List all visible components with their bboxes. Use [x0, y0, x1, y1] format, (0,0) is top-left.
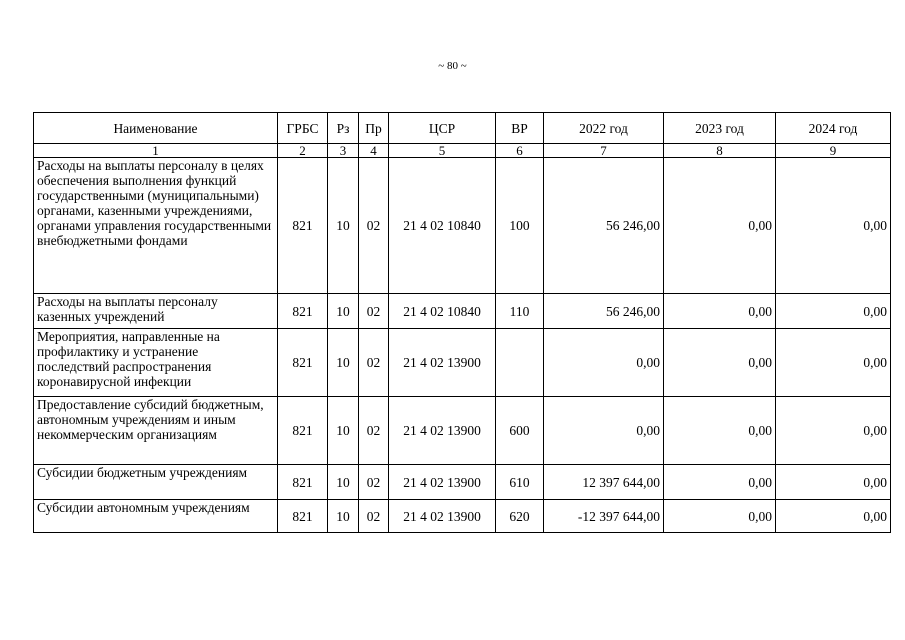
row-2023: 0,00 [664, 465, 776, 500]
row-2022: -12 397 644,00 [544, 500, 664, 533]
column-index: 8 [664, 144, 776, 158]
row-csr: 21 4 02 10840 [389, 158, 496, 294]
row-2023: 0,00 [664, 500, 776, 533]
row-csr: 21 4 02 13900 [389, 397, 496, 465]
row-rz: 10 [328, 158, 359, 294]
header-2022: 2022 год [544, 113, 664, 144]
row-2022: 56 246,00 [544, 158, 664, 294]
row-vr: 620 [496, 500, 544, 533]
row-2024: 0,00 [776, 158, 891, 294]
row-csr: 21 4 02 13900 [389, 329, 496, 397]
row-pr: 02 [359, 158, 389, 294]
row-pr: 02 [359, 500, 389, 533]
row-grbs: 821 [278, 329, 328, 397]
row-grbs: 821 [278, 465, 328, 500]
column-index: 5 [389, 144, 496, 158]
table-row [34, 465, 891, 500]
row-pr: 02 [359, 465, 389, 500]
row-rz: 10 [328, 397, 359, 465]
column-index-row [34, 144, 891, 158]
row-grbs: 821 [278, 294, 328, 329]
row-2024: 0,00 [776, 329, 891, 397]
row-name: Расходы на выплаты персоналу казенных учреждений [34, 294, 278, 329]
header-2024: 2024 год [776, 113, 891, 144]
column-index: 1 [34, 144, 278, 158]
budget-table [33, 112, 891, 533]
row-2022: 0,00 [544, 397, 664, 465]
row-rz: 10 [328, 500, 359, 533]
row-2023: 0,00 [664, 158, 776, 294]
row-2022: 12 397 644,00 [544, 465, 664, 500]
table-row [34, 500, 891, 533]
row-vr [496, 329, 544, 397]
row-2024: 0,00 [776, 465, 891, 500]
table-row [34, 158, 891, 294]
header-grbs: ГРБС [278, 113, 328, 144]
row-name: Предоставление субсидий бюджетным, автономным учреждениям и иным некоммерческим организациям [34, 397, 278, 465]
page-number: ~ 80 ~ [438, 60, 467, 72]
row-grbs: 821 [278, 397, 328, 465]
row-csr: 21 4 02 13900 [389, 465, 496, 500]
header-2023: 2023 год [664, 113, 776, 144]
row-name: Мероприятия, направленные на профилактику и устранение последствий распространения коронавирусной инфекции [34, 329, 278, 397]
header-csr: ЦСР [389, 113, 496, 144]
row-vr: 600 [496, 397, 544, 465]
row-csr: 21 4 02 10840 [389, 294, 496, 329]
row-2023: 0,00 [664, 329, 776, 397]
row-name: Субсидии автономным учреждениям [34, 500, 278, 533]
row-rz: 10 [328, 294, 359, 329]
header-vr: ВР [496, 113, 544, 144]
row-grbs: 821 [278, 500, 328, 533]
column-index: 4 [359, 144, 389, 158]
table-row [34, 329, 891, 397]
header-pr: Пр [359, 113, 389, 144]
row-vr: 100 [496, 158, 544, 294]
row-rz: 10 [328, 329, 359, 397]
row-pr: 02 [359, 294, 389, 329]
row-2022: 0,00 [544, 329, 664, 397]
row-pr: 02 [359, 329, 389, 397]
table-row [34, 397, 891, 465]
column-index: 9 [776, 144, 891, 158]
column-index: 6 [496, 144, 544, 158]
row-rz: 10 [328, 465, 359, 500]
row-vr: 610 [496, 465, 544, 500]
row-csr: 21 4 02 13900 [389, 500, 496, 533]
row-name: Расходы на выплаты персоналу в целях обеспечения выполнения функций государственными (муниципальными) органами, казенными учреждениями, органами управления государственными внебюджетными фондами [34, 158, 278, 294]
column-index: 3 [328, 144, 359, 158]
row-2024: 0,00 [776, 397, 891, 465]
row-2024: 0,00 [776, 500, 891, 533]
row-2023: 0,00 [664, 397, 776, 465]
row-2023: 0,00 [664, 294, 776, 329]
row-2024: 0,00 [776, 294, 891, 329]
row-vr: 110 [496, 294, 544, 329]
row-grbs: 821 [278, 158, 328, 294]
row-pr: 02 [359, 397, 389, 465]
header-row [34, 113, 891, 144]
row-2022: 56 246,00 [544, 294, 664, 329]
header-name: Наименование [34, 113, 278, 144]
table-row [34, 294, 891, 329]
column-index: 2 [278, 144, 328, 158]
column-index: 7 [544, 144, 664, 158]
row-name: Субсидии бюджетным учреждениям [34, 465, 278, 500]
header-rz: Рз [328, 113, 359, 144]
